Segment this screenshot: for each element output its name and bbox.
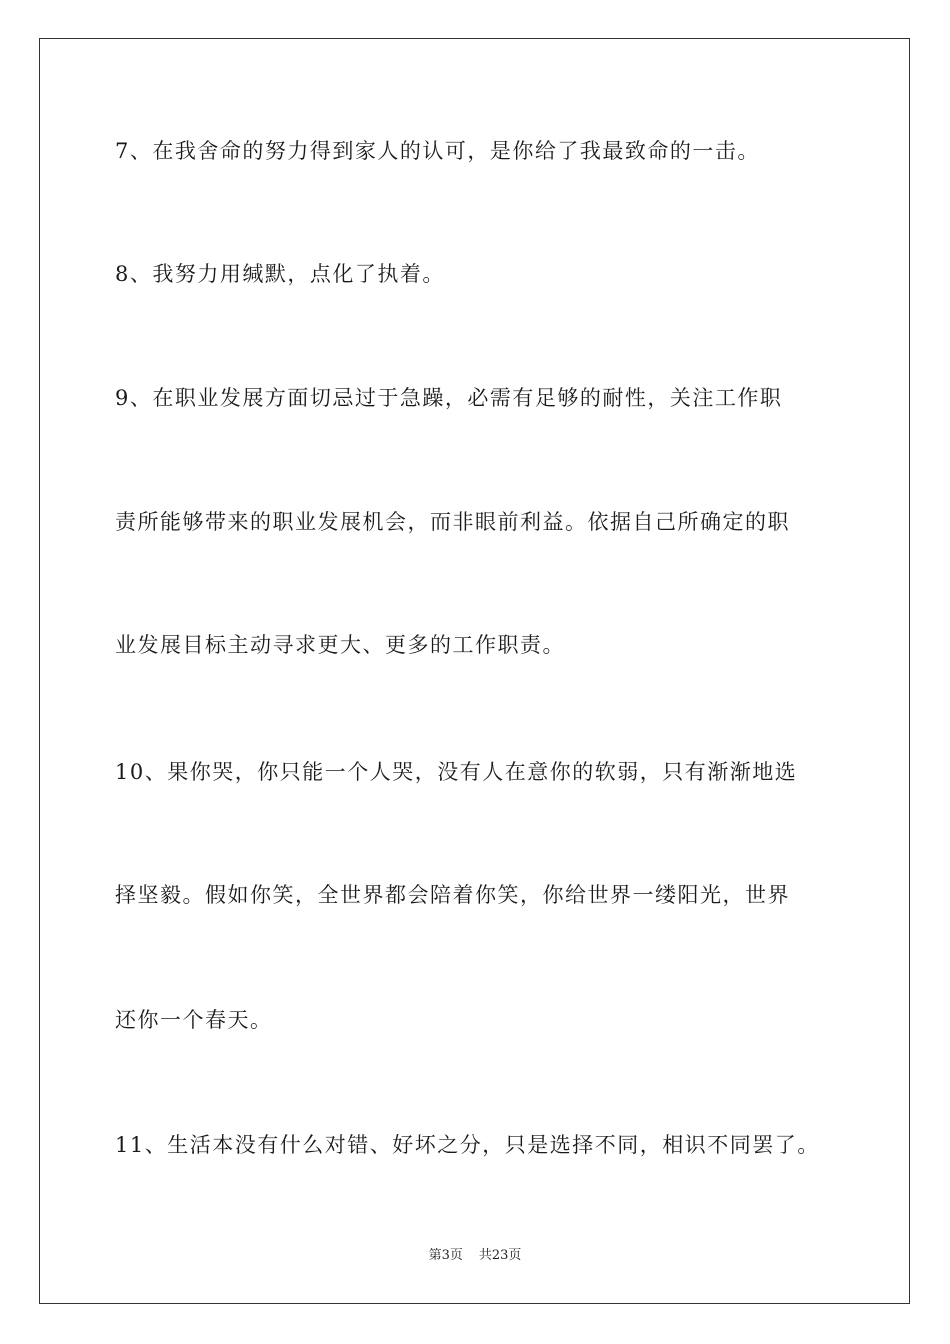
text-line-6: 10、果你哭，你只能一个人哭，没有人在意你的软弱，只有渐渐地选 <box>115 760 798 784</box>
text-line-8: 还你一个春天。 <box>115 1008 273 1032</box>
text-line-3: 9、在职业发展方面切忌过于急躁，必需有足够的耐性，关注工作职 <box>115 386 783 410</box>
page-frame <box>39 38 910 1304</box>
text-line-4: 责所能够带来的职业发展机会，而非眼前利益。依据自己所确定的职 <box>115 510 790 534</box>
page-total: 共23页 <box>478 1248 522 1263</box>
text-line-9: 11、生活本没有什么对错、好坏之分，只是选择不同，相识不同罢了。 <box>115 1133 820 1157</box>
text-line-1: 7、在我舍命的努力得到家人的认可，是你给了我最致命的一击。 <box>115 139 760 163</box>
page-footer <box>0 1247 950 1265</box>
text-line-2: 8、我努力用缄默，点化了执着。 <box>115 262 445 286</box>
text-line-7: 择坚毅。假如你笑，全世界都会陪着你笑，你给世界一缕阳光，世界 <box>115 883 790 907</box>
page-number: 第3页 <box>428 1248 463 1263</box>
text-line-5: 业发展目标主动寻求更大、更多的工作职责。 <box>115 633 565 657</box>
